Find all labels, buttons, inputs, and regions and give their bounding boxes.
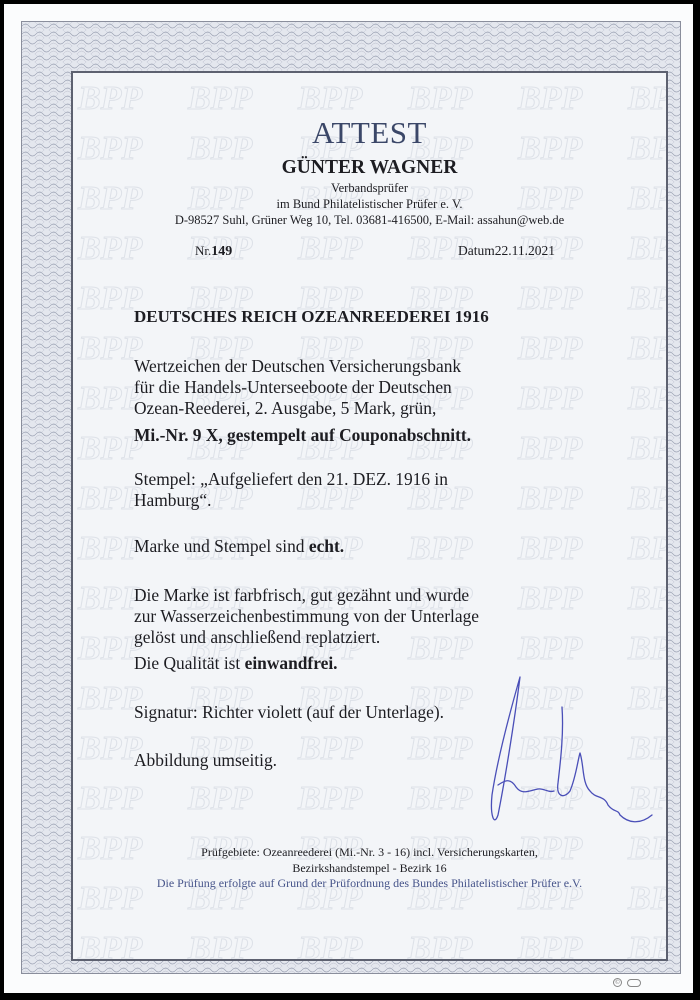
- areas-line: Bezirkshandstempel - Bezirk 16: [292, 861, 447, 875]
- condition-statement: [134, 585, 654, 648]
- condition-line: Die Marke ist farbfrisch, gut gezähnt und wurde: [134, 585, 470, 605]
- examiner-role: Verbandsprüfer: [330, 181, 409, 195]
- description-line: Ozean-Reederei, 2. Ausgabe, 5 Mark, grün,: [134, 398, 437, 418]
- attest-title: ATTEST: [312, 115, 427, 150]
- number-value: 149: [211, 244, 233, 259]
- copyright-icon: ©: [614, 979, 621, 986]
- examination-areas: [73, 844, 666, 876]
- contact-line: D-98527 Suhl, Grüner Weg 10, Tel. 03681-416500, E-Mail: assahun@web.de: [174, 213, 565, 227]
- number-label: Nr.: [195, 243, 212, 258]
- certificate-page: [4, 4, 693, 993]
- license-icon: [627, 979, 641, 987]
- regulation-note: Die Prüfung erfolgte auf Grund der Prüfordnung des Bundes Philatelistischer Prüfer e.V.: [156, 876, 583, 890]
- quality-prefix: Die Qualität ist: [134, 653, 245, 673]
- authenticity-statement: [134, 536, 654, 557]
- description-line: Wertzeichen der Deutschen Versicherungsbank: [134, 356, 462, 376]
- stamp-description: [134, 356, 654, 419]
- stamp-heading: DEUTSCHES REICH OZEANREEDEREI 1916: [134, 307, 489, 326]
- condition-line: gelöst und anschließend replatziert.: [134, 627, 381, 647]
- license-marks: [613, 978, 641, 987]
- examiner-name: GÜNTER WAGNER: [281, 157, 458, 178]
- postmark-description: [134, 469, 654, 511]
- certificate-body: [71, 71, 668, 961]
- description-line: für die Handels-Unterseeboote der Deutschen: [134, 377, 452, 397]
- association: im Bund Philatelistischer Prüfer e. V.: [276, 197, 463, 211]
- areas-line: Prüfgebiete: Ozeanreederei (Mi.-Nr. 3 - 16) incl. Versicherungskarten,: [201, 845, 538, 859]
- certificate-number: [195, 243, 232, 260]
- authenticity-verdict: echt.: [308, 536, 345, 556]
- guilloche-border: [21, 21, 681, 974]
- signature-note: Signatur: Richter violett (auf der Unterlage).: [134, 702, 445, 722]
- handwritten-signature: [468, 665, 668, 840]
- date-label: Datum: [458, 243, 495, 258]
- certificate-date: [458, 243, 555, 259]
- postmark-line: Hamburg“.: [134, 490, 212, 510]
- catalog-number: Mi.-Nr. 9 X, gestempelt auf Couponabschnitt.: [134, 425, 472, 445]
- condition-line: zur Wasserzeichenbestimmung von der Unterlage: [134, 606, 480, 626]
- postmark-line: Stempel: „Aufgeliefert den 21. DEZ. 1916 in: [134, 469, 448, 489]
- quality-verdict: einwandfrei.: [244, 653, 338, 673]
- authenticity-prefix: Marke und Stempel sind: [134, 536, 309, 556]
- illustration-note: Abbildung umseitig.: [134, 750, 277, 770]
- date-value: 22.11.2021: [494, 243, 555, 258]
